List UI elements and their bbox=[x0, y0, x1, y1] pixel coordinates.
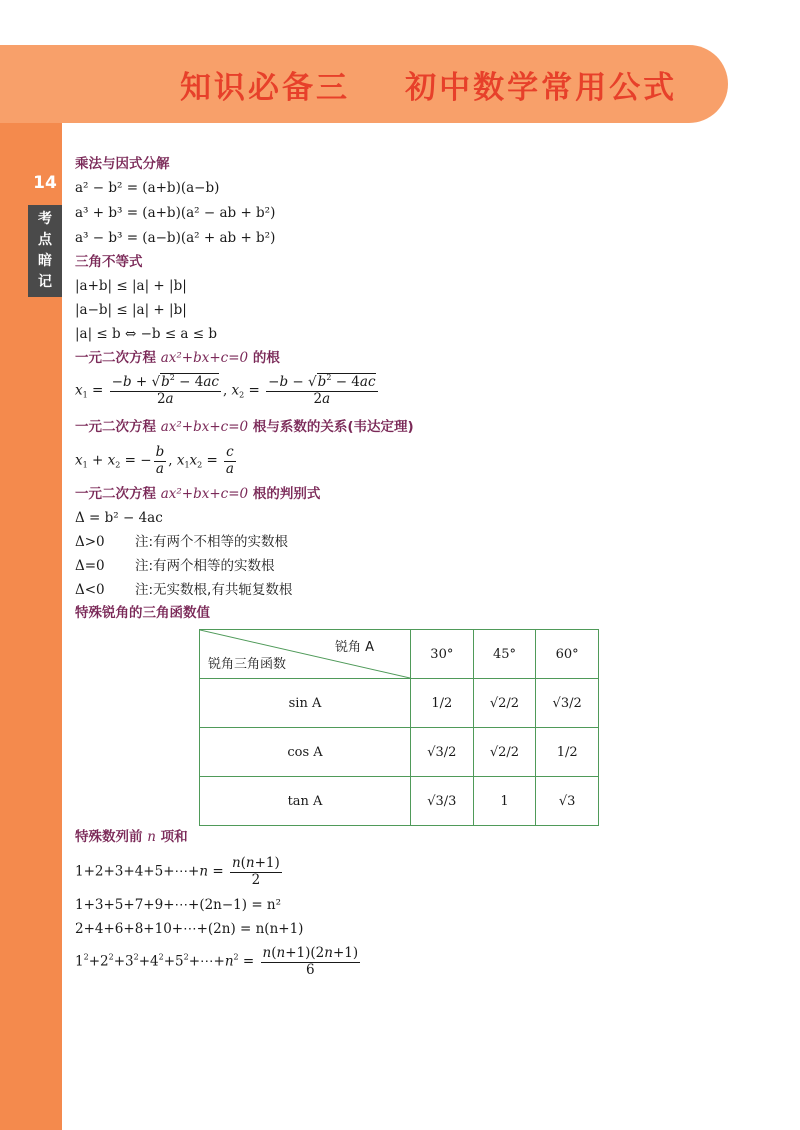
section-tab-char: 记 bbox=[38, 274, 52, 290]
heading-text: 的根 bbox=[252, 350, 280, 366]
case-condition: Δ>0 bbox=[75, 534, 105, 550]
table-cell bbox=[473, 728, 536, 777]
section-tab bbox=[28, 205, 62, 297]
inequality-formula: |a−b| ≤ |a| + |b| bbox=[75, 302, 187, 318]
series-formula: 1+3+5+7+9+⋯+(2n−1) = n² bbox=[75, 897, 282, 913]
case-note: 注:有两个相等的实数根 bbox=[135, 558, 275, 574]
case-condition: Δ<0 bbox=[75, 582, 105, 598]
math-text: a³ − b³ = (a−b)(a² + ab + b²) bbox=[75, 230, 276, 246]
heading-text: 一元二次方程 bbox=[75, 486, 156, 502]
inequality-formula: |a| ≤ b ⇔ −b ≤ a ≤ b bbox=[75, 326, 218, 342]
table-cell bbox=[536, 679, 599, 728]
discriminant-case bbox=[75, 560, 275, 574]
math-text: a³ + b³ = (a+b)(a² − ab + b²) bbox=[75, 205, 276, 221]
heading-text: 根与系数的关系(韦达定理) bbox=[252, 419, 414, 435]
func-name: cos A bbox=[200, 728, 411, 777]
section-tab-char: 考 bbox=[38, 211, 52, 227]
table-row bbox=[200, 679, 599, 728]
series-formula: $1^2+2^2+3^2+4^2+5^2+\cdots+n^2$ = $\frac{n(n+1)(2n+1)}{6}$ bbox=[75, 945, 359, 978]
table-cell bbox=[473, 777, 536, 826]
cell-value: 1 bbox=[500, 793, 509, 809]
case-note: 注:有两个不相等的实数根 bbox=[135, 534, 289, 550]
cell-value: 1/2 bbox=[431, 695, 453, 711]
trig-values-heading: 特殊锐角的三角函数值 bbox=[75, 605, 210, 621]
heading-variable: n bbox=[147, 829, 156, 845]
quadratic-roots-heading bbox=[75, 352, 280, 366]
table-cell bbox=[473, 679, 536, 728]
heading-text: 特殊数列前 bbox=[75, 829, 143, 845]
table-row bbox=[200, 777, 599, 826]
series-heading bbox=[75, 831, 188, 845]
math-text: a² − b² = (a+b)(a−b) bbox=[75, 180, 220, 196]
inequality-formula: |a+b| ≤ |a| + |b| bbox=[75, 278, 187, 294]
case-condition: Δ=0 bbox=[75, 558, 105, 574]
vieta-heading bbox=[75, 421, 414, 435]
section-tab-char: 暗 bbox=[38, 253, 52, 269]
table-cell bbox=[411, 679, 474, 728]
factoring-formula bbox=[75, 207, 275, 221]
table-cell bbox=[411, 728, 474, 777]
factoring-formula bbox=[75, 232, 275, 246]
page-title: 知识必备三 初中数学常用公式 bbox=[180, 70, 678, 106]
factoring-formula bbox=[75, 182, 219, 196]
discriminant-case bbox=[75, 536, 288, 550]
angle-header: 45° bbox=[473, 630, 536, 679]
table-cell bbox=[411, 777, 474, 826]
func-name: sin A bbox=[200, 679, 411, 728]
factoring-heading: 乘法与因式分解 bbox=[75, 156, 170, 172]
discriminant-case bbox=[75, 584, 292, 598]
cell-value: √3 bbox=[558, 793, 576, 809]
triangle-inequality-heading: 三角不等式 bbox=[75, 254, 143, 270]
page-number: 14 bbox=[28, 165, 62, 201]
heading-text: 项和 bbox=[160, 829, 188, 845]
quadratic-roots-formula: $x_1$ = $\frac{-b + √b^2 - 4ac}{2a}$ , $x_2$ = $\frac{-b - √b^2 - 4ac}{2a}$ bbox=[75, 373, 376, 407]
func-name: tan A bbox=[200, 777, 411, 826]
cell-value: 1/2 bbox=[556, 744, 578, 760]
page-body bbox=[62, 123, 800, 1130]
series-formula: 2+4+6+8+10+⋯+(2n) = n(n+1) bbox=[75, 921, 304, 937]
heading-text: 一元二次方程 bbox=[75, 350, 156, 366]
cell-value: √3/3 bbox=[427, 793, 457, 809]
cell-value: √3/2 bbox=[427, 744, 457, 760]
angle-header: 60° bbox=[536, 630, 599, 679]
vieta-formula: $x_1 + x_2$ = − $\frac{b}{a}$ , $x_1x_2$ = $\frac{c}{a}$ bbox=[75, 444, 234, 477]
quadratic-equation: ax²+bx+c=0 bbox=[160, 350, 249, 366]
discriminant-formula: Δ = b² − 4ac bbox=[75, 510, 163, 526]
series-formula: 1+2+3+4+5+⋯+n = $\frac{n(n+1)}{2}$ bbox=[75, 855, 280, 888]
quadratic-equation: ax²+bx+c=0 bbox=[160, 419, 249, 435]
angle-header: 30° bbox=[411, 630, 474, 679]
corner-bottom-label: 锐角三角函数 bbox=[208, 657, 287, 672]
corner-top-label: 锐角 A bbox=[334, 640, 374, 655]
table-row bbox=[200, 728, 599, 777]
section-tab-char: 点 bbox=[38, 232, 52, 248]
cell-value: √2/2 bbox=[489, 695, 520, 711]
table-cell bbox=[536, 777, 599, 826]
discriminant-heading bbox=[75, 488, 320, 502]
trig-values-table bbox=[199, 629, 599, 826]
cell-value: √2/2 bbox=[489, 744, 520, 760]
case-note: 注:无实数根,有共轭复数根 bbox=[135, 582, 293, 598]
cell-value: √3/2 bbox=[552, 695, 582, 711]
heading-text: 一元二次方程 bbox=[75, 419, 156, 435]
quadratic-equation: ax²+bx+c=0 bbox=[160, 486, 249, 502]
table-cell bbox=[536, 728, 599, 777]
heading-text: 根的判别式 bbox=[252, 486, 321, 502]
table-corner-cell bbox=[200, 630, 411, 679]
